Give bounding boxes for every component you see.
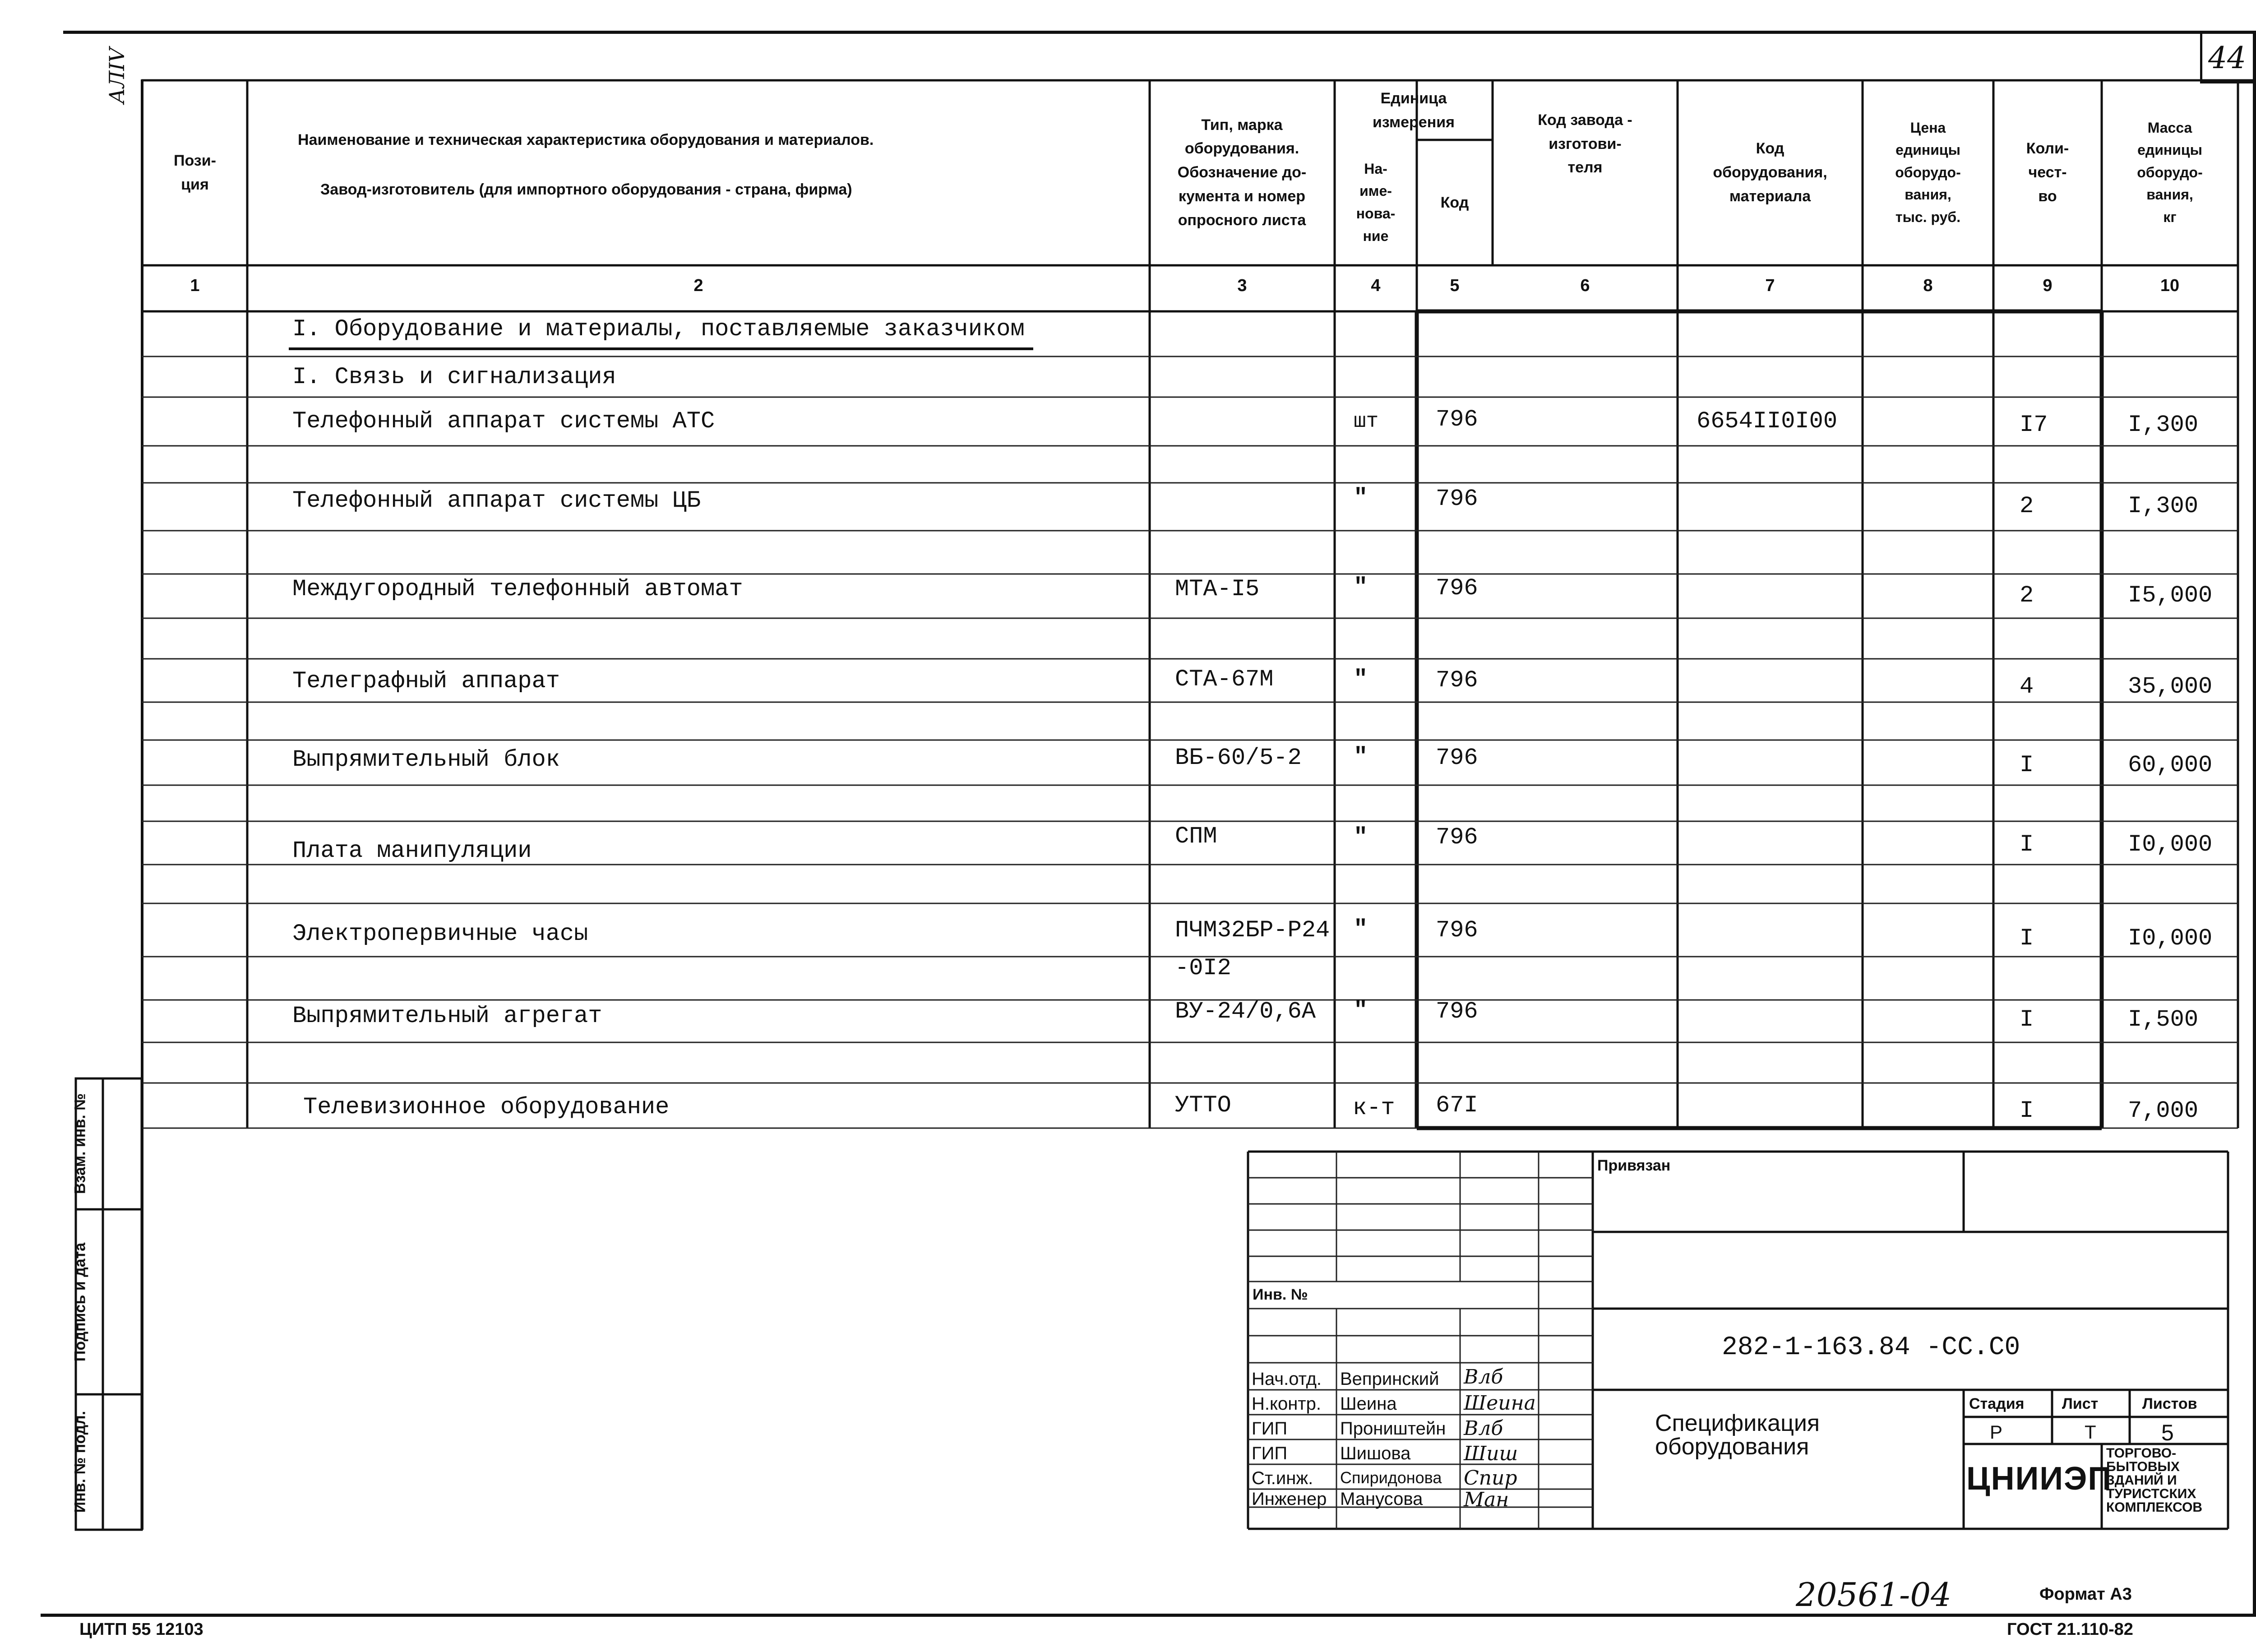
item-unit: ": [1354, 916, 1368, 943]
item-name: Выпрямительный блок: [292, 746, 560, 773]
item-type: ВУ-24/0,6А: [1175, 998, 1316, 1025]
header-col10-mass: Масса единицы оборудо- вания, кг: [2137, 119, 2203, 225]
section-title: I. Оборудование и материалы, поставляемые заказчиком: [292, 316, 1025, 342]
item-name: Телефонный аппарат системы АТС: [292, 408, 715, 435]
sheet-label: Лист: [2062, 1395, 2099, 1412]
item-type: МТА-I5: [1175, 576, 1260, 602]
role-label: Нач.отд.: [1252, 1369, 1322, 1389]
document-code: 282-1-163.84 -СС.С0: [1722, 1333, 2020, 1362]
header-col4-unit-name: На- име- нова- ние: [1356, 160, 1396, 244]
signature: Влб: [1464, 1417, 1503, 1440]
item-unit-code: 67I: [1436, 1092, 1478, 1119]
item-unit: ": [1354, 744, 1368, 770]
sheet-value: Т: [2085, 1421, 2096, 1443]
item-mass: I,300: [2128, 493, 2199, 519]
item-quantity: I: [2020, 831, 2034, 858]
item-unit-code: 796: [1436, 667, 1478, 694]
item-mass: I,300: [2128, 412, 2199, 438]
item-unit: ": [1354, 666, 1368, 693]
column-number: 8: [1923, 276, 1933, 295]
role-label: Н.контр.: [1252, 1394, 1321, 1414]
person-name: Манусова: [1340, 1489, 1423, 1509]
item-name: Телефонный аппарат системы ЦБ: [292, 487, 701, 514]
item-name: Электропервичные часы: [292, 921, 588, 947]
item-mass: 7,000: [2128, 1097, 2199, 1124]
item-type: ВБ-60/5-2: [1175, 745, 1302, 771]
item-unit-code: 796: [1436, 745, 1478, 771]
item-name: Телеграфный аппарат: [292, 668, 560, 694]
stamp-inv-podl: Инв. № подл.: [71, 1411, 89, 1513]
item-quantity: I: [2020, 925, 2034, 952]
item-unit-code: 796: [1436, 406, 1478, 433]
item-type: СТА-67М: [1175, 666, 1274, 693]
item-type: ПЧМ32БР-Р24: [1175, 917, 1330, 944]
gost-label: ГОСТ 21.110-82: [2007, 1620, 2133, 1639]
header-col2-line2: Завод-изготовитель (для импортного оборудования - страна, фирма): [320, 180, 852, 198]
item-mass: 60,000: [2128, 752, 2213, 778]
item-type: СПМ: [1175, 823, 1217, 850]
role-label: Инженер: [1252, 1489, 1327, 1509]
person-name: Шишова: [1340, 1444, 1411, 1463]
item-unit: ": [1354, 997, 1368, 1024]
header-col1-position: Пози- ция: [174, 152, 216, 193]
subsection-title: I. Связь и сигнализация: [292, 364, 616, 390]
org-name: ТОРГОВО- БЫТОВЫХ ЗДАНИЙ И ТУРИСТСКИХ КОМПЛЕКСОВ: [2106, 1446, 2203, 1515]
item-unit: ": [1354, 824, 1368, 851]
sheets-label: Листов: [2142, 1395, 2197, 1412]
role-label: Ст.инж.: [1252, 1468, 1313, 1488]
item-mass: I0,000: [2128, 925, 2213, 952]
column-number: 7: [1765, 276, 1775, 295]
signature: Шеина: [1464, 1392, 1536, 1415]
item-type: УТТО: [1175, 1092, 1231, 1119]
person-name: Вепринский: [1340, 1369, 1439, 1389]
item-unit-code: 796: [1436, 575, 1478, 602]
item-name: Выпрямительный агрегат: [292, 1003, 602, 1029]
sheet-number: 44: [2208, 41, 2246, 75]
org-logo: ЦНИИЭП: [1966, 1461, 2113, 1497]
item-unit-code: 796: [1436, 824, 1478, 851]
corner-code: АЛIV: [105, 47, 129, 104]
item-quantity: 4: [2020, 673, 2034, 700]
item-unit-code: 796: [1436, 486, 1478, 512]
header-unit-group: Единица измерения: [1373, 90, 1455, 131]
column-number: 10: [2160, 276, 2180, 295]
item-name: Телевизионное оборудование: [303, 1094, 670, 1120]
item-unit: ": [1354, 574, 1368, 601]
item-quantity: 2: [2020, 582, 2034, 609]
column-number: 6: [1580, 276, 1590, 295]
header-col8-price: Цена единицы оборудо- вания, тыс. руб.: [1895, 119, 1961, 225]
title-inv-no: Инв. №: [1253, 1286, 1308, 1303]
handwritten-number: 20561-04: [1796, 1576, 1951, 1614]
header-col3-type: Тип, марка оборудования. Обозначение до- кумента и номер опросного листа: [1177, 116, 1307, 229]
item-mass: I5,000: [2128, 582, 2213, 609]
header-col5-unit-code: Код: [1440, 194, 1469, 211]
person-name: Проништейн: [1340, 1419, 1446, 1439]
header-col6-factory-code: Код завода - изготови- теля: [1538, 111, 1632, 176]
item-mass: I,500: [2128, 1006, 2199, 1033]
item-equipment-code: 6654II0I00: [1697, 408, 1838, 435]
item-quantity: I7: [2020, 412, 2048, 438]
footer-left-code: ЦИТП 55 12103: [79, 1620, 203, 1639]
role-label: ГИП: [1252, 1444, 1288, 1463]
signature: Спир: [1464, 1467, 1517, 1490]
item-unit-code: 796: [1436, 917, 1478, 944]
column-number: 4: [1371, 276, 1381, 295]
person-name: Шеина: [1340, 1394, 1397, 1414]
column-number: 2: [693, 276, 703, 295]
header-col2-line1: Наименование и техническая характеристика оборудования и материалов.: [298, 131, 874, 148]
item-quantity: I: [2020, 752, 2034, 778]
item-quantity: 2: [2020, 493, 2034, 519]
role-label: ГИП: [1252, 1419, 1288, 1439]
item-unit: ": [1354, 485, 1368, 511]
item-mass: I0,000: [2128, 831, 2213, 858]
header-col9-quantity: Коли- чест- во: [2026, 140, 2069, 205]
sheets-value: 5: [2161, 1420, 2174, 1445]
stamp-sign-date: Подпись и дата: [71, 1242, 89, 1362]
document-title-line1: Спецификация: [1655, 1410, 1820, 1436]
document-title-line2: оборудования: [1655, 1434, 1809, 1460]
item-unit-code: 796: [1436, 998, 1478, 1025]
item-mass: 35,000: [2128, 673, 2213, 700]
stage-value: Р: [1990, 1421, 2003, 1443]
signature: Влб: [1464, 1365, 1503, 1388]
column-number: 9: [2043, 276, 2053, 295]
stage-label: Стадия: [1969, 1395, 2025, 1412]
column-number: 5: [1450, 276, 1460, 295]
format-label: Формат А3: [2039, 1585, 2132, 1604]
signature: Шиш: [1464, 1442, 1518, 1465]
title-privyazan: Привязан: [1597, 1157, 1671, 1174]
signature: Ман: [1464, 1488, 1509, 1511]
stamp-inv-vzam: Взам. инв. №: [71, 1093, 89, 1194]
item-quantity: I: [2020, 1097, 2034, 1124]
header-col7-equipment-code: Код оборудования, материала: [1713, 140, 1827, 205]
item-quantity: I: [2020, 1006, 2034, 1033]
item-name: Плата манипуляции: [292, 838, 532, 864]
column-number: 1: [190, 276, 200, 295]
item-unit: шт: [1354, 410, 1379, 433]
item-name: Междугородный телефонный автомат: [292, 576, 743, 602]
person-name: Спиридонова: [1340, 1468, 1442, 1487]
item-unit: к-т: [1353, 1095, 1395, 1121]
column-number: 3: [1237, 276, 1247, 295]
item-type-cont: -0I2: [1175, 955, 1231, 981]
